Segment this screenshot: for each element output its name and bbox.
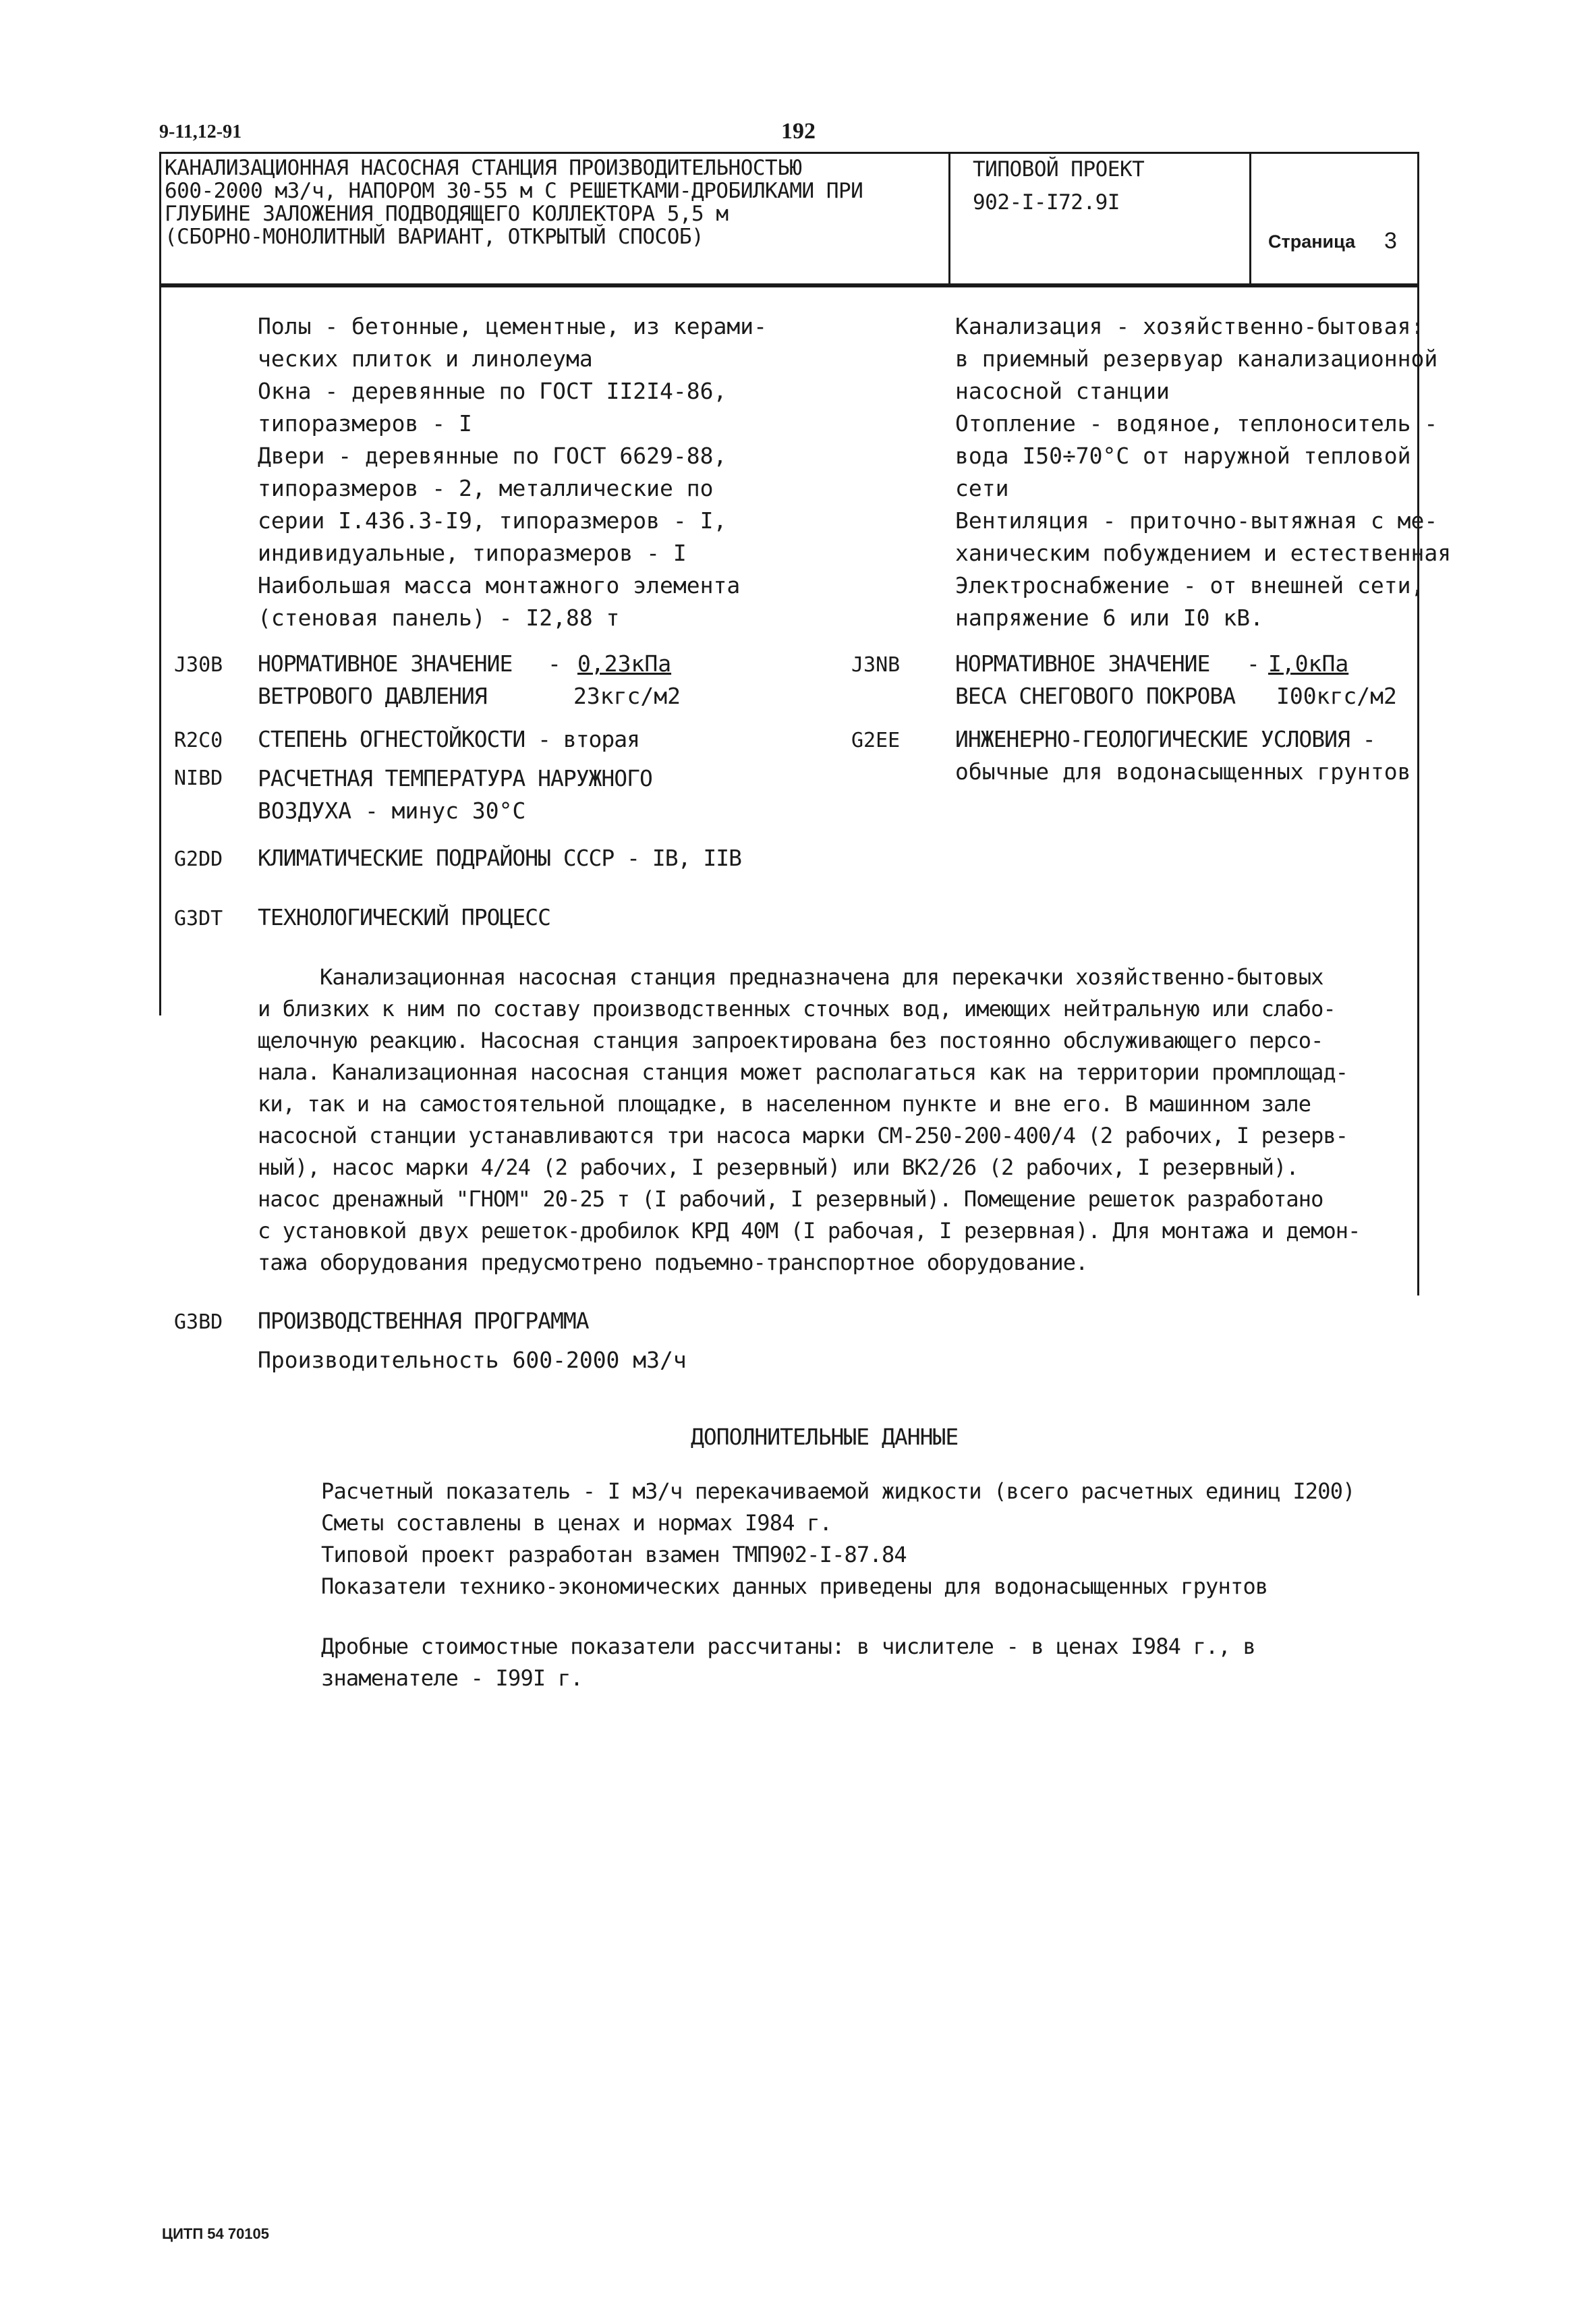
snow-dash: - <box>1247 650 1260 677</box>
left-line: Наибольшая масса монтажного элемента <box>258 572 741 598</box>
field-code-program: G3BD <box>174 1310 223 1334</box>
process-description <box>258 961 1361 1278</box>
paragraph-line: Канализационная насосная станция предназначена для перекачки хозяйственно-бытовых <box>320 964 1323 990</box>
page-number: 192 <box>781 119 816 144</box>
paragraph-line: щелочную реакцию. Насосная станция запроектирована без постоянно обслуживающего персо- <box>258 1028 1323 1053</box>
wind-dash: - <box>548 650 561 677</box>
page-label: Страница <box>1268 231 1356 252</box>
right-line: Электроснабжение - от внешней сети, <box>955 572 1425 598</box>
snow-value: I,0кПа <box>1268 650 1349 677</box>
field-code-wind: J30B <box>174 653 223 677</box>
program-capacity: Производительность 600-2000 м3/ч <box>258 1347 687 1373</box>
additional-data-title: ДОПОЛНИТЕЛЬНЫЕ ДАННЫЕ <box>691 1424 959 1450</box>
title-line: ГЛУБИНЕ ЗАЛОЖЕНИЯ ПОДВОДЯЩЕГО КОЛЛЕКТОРА 5,5 м <box>165 202 729 226</box>
project-number: 902-I-I72.9I <box>973 190 1120 215</box>
printer-imprint: ЦИТП 54 70105 <box>162 2225 270 2242</box>
paragraph-line: ки, так и на самостоятельной площадке, в населенном пункте и вне его. В машинном зале <box>258 1091 1311 1117</box>
right-line: Канализация - хозяйственно-бытовая: <box>955 313 1425 339</box>
snow-label-2: ВЕСА СНЕГОВОГО ПОКРОВА <box>955 683 1236 709</box>
left-line: типоразмеров - I <box>258 410 472 437</box>
field-code-temp: NIBD <box>174 767 223 790</box>
page-value: 3 <box>1384 228 1397 254</box>
right-line: Вентиляция - приточно-вытяжная с ме- <box>955 507 1438 534</box>
field-code-snow: J3NB <box>851 653 901 677</box>
cost-indicators-note <box>321 1630 1255 1694</box>
fire-resistance: СТЕПЕНЬ ОГНЕСТОЙКОСТИ - вторая <box>258 726 640 752</box>
body-left-rule <box>159 283 161 1015</box>
paragraph-line: нала. Канализационная насосная станция может располагаться как на территории промплощад- <box>258 1059 1348 1085</box>
engineering-systems <box>955 310 1451 634</box>
additional-line: Расчетный показатель - I м3/ч перекачиваемой жидкости (всего расчетных единиц I200) <box>321 1478 1355 1504</box>
left-line: типоразмеров - 2, металлические по <box>258 475 714 501</box>
field-code-climate: G2DD <box>174 847 223 871</box>
program-heading: ПРОИЗВОДСТВЕННАЯ ПРОГРАММА <box>258 1308 589 1334</box>
left-line: Полы - бетонные, цементные, из керами- <box>258 313 767 339</box>
right-line: вода I50÷70°C от наружной тепловой <box>955 443 1411 469</box>
left-line: индивидуальные, типоразмеров - I <box>258 540 687 566</box>
field-code-geo: G2EE <box>851 729 901 752</box>
project-label: ТИПОВОЙ ПРОЕКТ <box>973 157 1145 182</box>
right-line: ханическим побуждением и естественная <box>955 540 1452 566</box>
additional-line: Сметы составлены в ценах и нормах I984 г. <box>321 1510 832 1536</box>
left-line: (стеновая панель) - I2,88 т <box>258 605 620 631</box>
title-divider-2 <box>1249 152 1251 285</box>
snow-label: НОРМАТИВНОЕ ЗНАЧЕНИЕ <box>955 650 1210 677</box>
field-code-fire: R2C0 <box>174 729 223 752</box>
right-line: Отопление - водяное, теплоноситель - <box>955 410 1438 437</box>
paragraph-line: ный), насос марки 4/24 (2 рабочих, I резервный) или ВК2/26 (2 рабочих, I резервный). <box>258 1154 1299 1180</box>
process-heading: ТЕХНОЛОГИЧЕСКИЙ ПРОЦЕСС <box>258 904 550 930</box>
paragraph-line: насос дренажный "ГНОМ" 20-25 т (I рабочий, I резервный). Помещение решеток разработано <box>258 1186 1323 1212</box>
title-line: 600-2000 м3/ч, НАПОРОМ 30-55 м С РЕШЕТКАМИ-ДРОБИЛКАМИ ПРИ <box>165 179 863 203</box>
temp-line-1: РАСЧЕТНАЯ ТЕМПЕРАТУРА НАРУЖНОГО <box>258 765 652 791</box>
wind-value: 0,23кПа <box>577 650 672 677</box>
left-line: ческих плиток и линолеума <box>258 345 593 372</box>
title-divider-1 <box>948 152 950 285</box>
title-line: (СБОРНО-МОНОЛИТНЫЙ ВАРИАНТ, ОТКРЫТЫЙ СПОСОБ) <box>165 225 704 249</box>
body-top-rule <box>159 283 1419 285</box>
left-line: Двери - деревянные по ГОСТ 6629-88, <box>258 443 727 469</box>
paragraph-line: с установкой двух решеток-дробилок КРД 40М (I рабочая, I резервная). Для монтажа и демон- <box>258 1218 1361 1244</box>
document-code: 9-11,12-91 <box>159 121 242 142</box>
paragraph-line: тажа оборудования предусмотрено подъемно-транспортное оборудование. <box>258 1250 1088 1275</box>
project-title <box>165 157 863 248</box>
paragraph-line: и близких к ним по составу производственных сточных вод, имеющих нейтральную или слабо- <box>258 996 1336 1022</box>
note-line: знаменателе - I99I г. <box>321 1665 583 1691</box>
note-line: Дробные стоимостные показатели рассчитаны: в числителе - в ценах I984 г., в <box>321 1634 1255 1659</box>
climate-subregions: КЛИМАТИЧЕСКИЕ ПОДРАЙОНЫ СССР - IB, IIB <box>258 845 741 871</box>
wind-value-2: 23кгс/м2 <box>573 683 681 709</box>
additional-line: Показатели технико-экономических данных приведены для водонасыщенных грунтов <box>321 1573 1268 1599</box>
construction-materials <box>258 310 767 634</box>
snow-value-2: I00кгс/м2 <box>1276 683 1397 709</box>
additional-line: Типовой проект разработан взамен ТМП902-I-87.84 <box>321 1542 907 1567</box>
left-line: серии I.436.3-I9, типоразмеров - I, <box>258 507 727 534</box>
wind-label-2: ВЕТРОВОГО ДАВЛЕНИЯ <box>258 683 487 709</box>
right-line: напряжение 6 или I0 кВ. <box>955 605 1263 631</box>
temp-line-2: ВОЗДУХА - минус 30°C <box>258 798 526 824</box>
field-code-process: G3DT <box>174 907 223 930</box>
paragraph-line: насосной станции устанавливаются три насоса марки СМ-250-200-400/4 (2 рабочих, I резерв- <box>258 1123 1348 1148</box>
left-line: Окна - деревянные по ГОСТ II2I4-86, <box>258 378 727 404</box>
title-line: КАНАЛИЗАЦИОННАЯ НАСОСНАЯ СТАНЦИЯ ПРОИЗВОДИТЕЛЬНОСТЬЮ <box>165 156 802 180</box>
additional-data-lines <box>321 1475 1355 1602</box>
right-line: сети <box>955 475 1009 501</box>
right-line: в приемный резервуар канализационной <box>955 345 1438 372</box>
wind-label: НОРМАТИВНОЕ ЗНАЧЕНИЕ <box>258 650 513 677</box>
geo-conditions-2: обычные для водонасыщенных грунтов <box>955 758 1411 785</box>
geo-conditions-1: ИНЖЕНЕРНО-ГЕОЛОГИЧЕСКИЕ УСЛОВИЯ - <box>955 726 1375 752</box>
right-line: насосной станции <box>955 378 1170 404</box>
